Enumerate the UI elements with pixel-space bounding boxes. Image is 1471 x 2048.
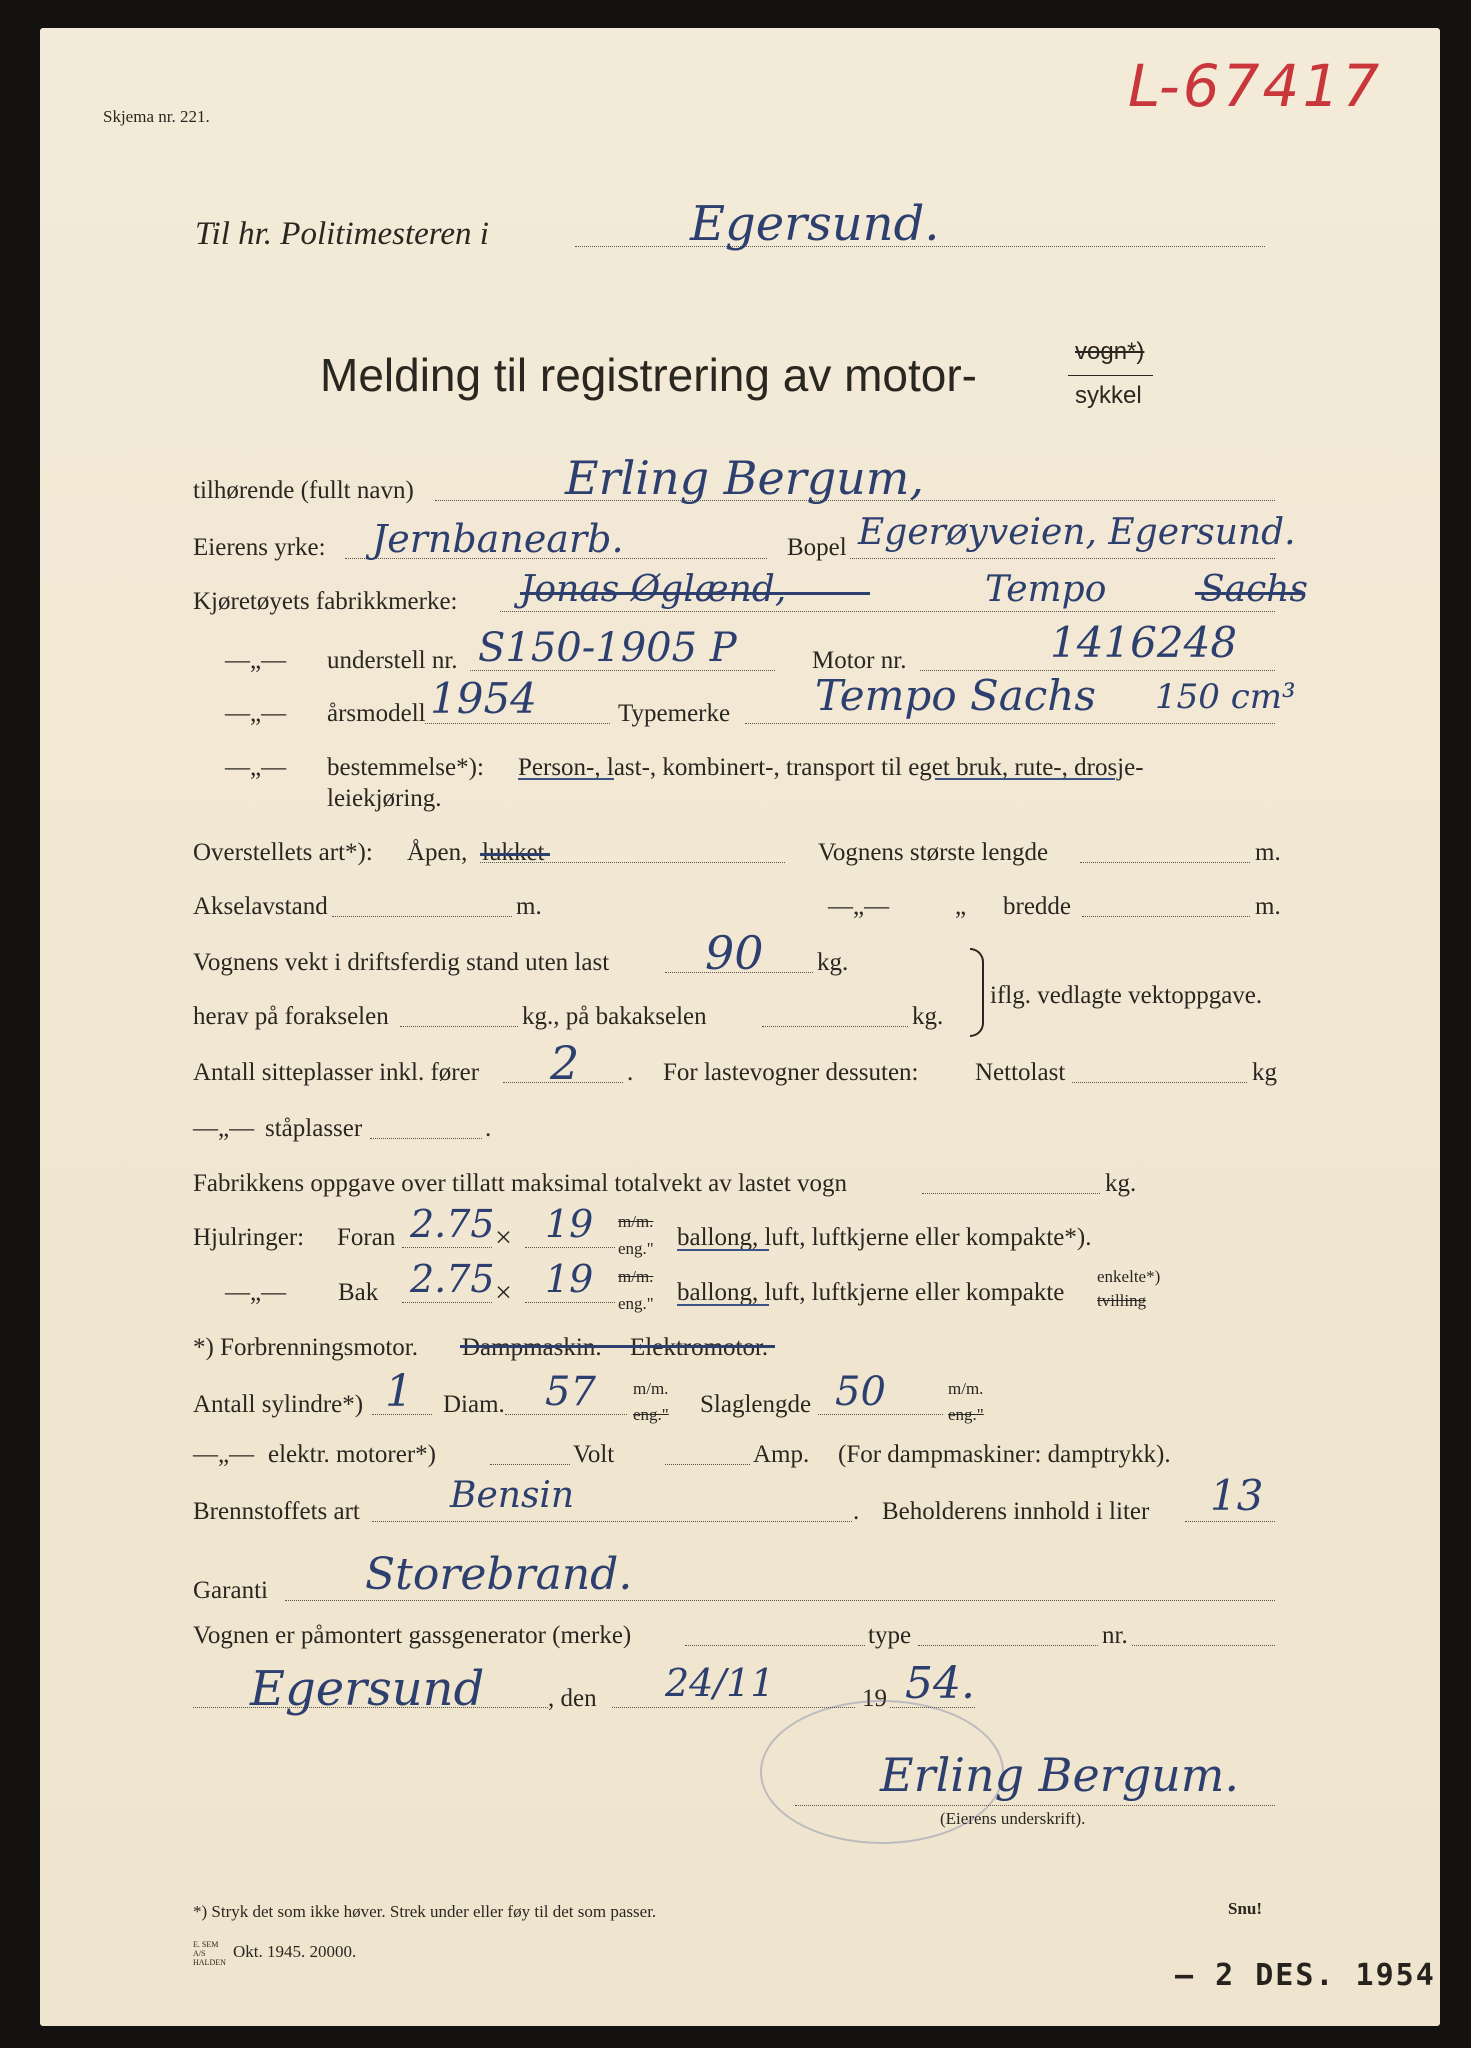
tires-label: Hjulringer: [193, 1224, 305, 1251]
engine-type-combustion: *) Forbrenningsmotor. [193, 1334, 418, 1361]
engine-type-steam: Dampmaskin. [462, 1334, 602, 1361]
tires-rear-pos: Bak [338, 1279, 379, 1306]
gas-generator-type: type [868, 1622, 912, 1649]
gas-generator-nr: nr. [1102, 1622, 1128, 1649]
printer-mark: E. SEM A/S HALDEN [193, 1940, 226, 1967]
rear-axle-unit: kg. [912, 1003, 944, 1030]
standing-line [370, 1138, 482, 1139]
truck-label: For lastevogner dessuten: [663, 1059, 919, 1086]
tires-front-pos: Foran [337, 1224, 396, 1251]
date-value: 24/11 [665, 1661, 775, 1705]
insurance-label: Garanti [193, 1577, 268, 1604]
electric-label: elektr. motorer*) [268, 1441, 436, 1468]
ditto-purpose: —„— [225, 754, 287, 781]
stroke-value: 50 [835, 1369, 886, 1415]
tires-front-unit-mm: m/m. [618, 1212, 654, 1231]
seats-label: Antall sitteplasser inkl. fører [193, 1059, 480, 1086]
tires-front-width: 2.75 [410, 1202, 495, 1246]
tires-rear-unit-mm: m/m. [618, 1267, 654, 1286]
rear-axle-line [762, 1026, 908, 1027]
tires-front-balloon-underline [677, 1249, 769, 1251]
addressee-label: Til hr. Politimesteren i [195, 216, 489, 252]
make-strike-2 [1195, 592, 1305, 595]
type-label: Typemerke [618, 700, 731, 727]
footnote: *) Stryk det som ikke høver. Strek under eller føy til det som passer. [193, 1902, 657, 1921]
schema-number: Skjema nr. 221. [103, 107, 210, 126]
electric-amp: Amp. [753, 1441, 810, 1468]
net-load-label: Nettolast [975, 1059, 1066, 1086]
width-ditto-quote: „ [955, 893, 967, 920]
stroke-unit-mm: m/m. [948, 1379, 984, 1398]
title-option-vogn: vogn*) [1075, 338, 1145, 365]
max-weight-label: Fabrikkens oppgave over tillatt maksimal totalvekt av lastet vogn [193, 1170, 848, 1197]
diam-unit-eng: eng." [633, 1405, 669, 1424]
engine-type-electric: Elektromotor. [630, 1334, 769, 1361]
max-weight-unit: kg. [1105, 1170, 1137, 1197]
gas-generator-type-line [918, 1645, 1098, 1646]
body-line [480, 862, 785, 863]
received-date-stamp: – 2 DES. 1954 [1175, 1958, 1436, 1993]
weight-unit: kg. [817, 949, 849, 976]
front-axle-line [400, 1026, 518, 1027]
form-title: Melding til registrering av motor- [320, 349, 978, 401]
wheelbase-unit: m. [516, 893, 542, 920]
rear-axle-label: kg., på bakakselen [522, 1003, 707, 1030]
tires-rear-size-line [525, 1302, 615, 1303]
wheelbase-line [332, 916, 512, 917]
tank-label: Beholderens innhold i liter [882, 1498, 1150, 1525]
tires-front-unit-eng: eng." [618, 1239, 654, 1258]
net-load-line [1072, 1082, 1247, 1083]
tires-rear-balloon-underline [677, 1304, 769, 1306]
diam-label: Diam. [443, 1391, 505, 1418]
tires-rear-size: 19 [545, 1257, 594, 1301]
tires-front-size: 19 [545, 1202, 594, 1246]
cylinders-value: 1 [385, 1366, 413, 1417]
purpose-underline-own-use [935, 778, 1115, 780]
standing-label: ståplasser [265, 1115, 363, 1142]
body-label: Overstellets art*): [193, 839, 373, 866]
body-closed: lukket [482, 839, 545, 866]
weight-label: Vognens vekt i driftsferdig stand uten last [193, 949, 610, 976]
place-value: Egersund [250, 1661, 485, 1717]
tires-rear-x: × [495, 1276, 512, 1309]
reference-number: L-67417 [1128, 52, 1383, 120]
ditto-width: —„— [828, 893, 890, 920]
gas-generator-label: Vognen er påmontert gassgenerator (merke) [193, 1622, 632, 1649]
max-weight-line [922, 1193, 1100, 1194]
print-info: Okt. 1945. 20000. [233, 1942, 357, 1961]
engine-type-strike [460, 1345, 775, 1348]
stroke-label: Slaglengde [700, 1391, 812, 1418]
wheelbase-label: Akselavstand [193, 893, 328, 920]
gas-generator-make-line [685, 1645, 865, 1646]
occupation-value: Jernbanearb. [372, 517, 624, 561]
tires-rear-single: enkelte*) [1097, 1267, 1161, 1286]
make-struck-value-2: Sachs [1200, 569, 1308, 610]
tires-front-x: × [495, 1221, 512, 1254]
weight-note: iflg. vedlagte vektoppgave. [990, 982, 1263, 1009]
body-closed-strike [480, 853, 550, 856]
seats-dot: . [627, 1059, 634, 1086]
ditto-standing: —„— [193, 1115, 255, 1142]
title-option-sykkel: sykkel [1075, 382, 1142, 409]
tires-front-desc: ballong, luft, luftkjerne eller kompakte*). [677, 1224, 1092, 1251]
motor-no-value: 1416248 [1050, 618, 1238, 667]
front-axle-label: herav på forakselen [193, 1003, 389, 1030]
chassis-label: understell nr. [327, 647, 458, 674]
tires-rear-desc: ballong, luft, luftkjerne eller kompakte [677, 1279, 1065, 1306]
width-label: bredde [1003, 893, 1072, 920]
tank-line [1185, 1521, 1275, 1522]
tires-rear-width-line [402, 1302, 492, 1303]
electric-volt-line [665, 1464, 750, 1465]
tires-rear-unit-eng: eng." [618, 1294, 654, 1313]
purpose-underline-person [518, 778, 614, 780]
body-open: Åpen, [407, 839, 468, 866]
make-label: Kjøretøyets fabrikkmerke: [193, 588, 458, 615]
type-ccm: 150 cm³ [1155, 677, 1296, 717]
owner-signature: Erling Bergum. [880, 1748, 1240, 1802]
length-label: Vognens største lengde [818, 839, 1049, 866]
date-line [612, 1707, 855, 1708]
fuel-dot: . [853, 1498, 860, 1525]
gas-generator-nr-line [1132, 1645, 1275, 1646]
cylinders-label: Antall sylindre*) [193, 1391, 364, 1418]
make-struck-value: Jonas Øglænd, [520, 569, 787, 610]
make-value: Tempo [985, 569, 1107, 610]
snu-label: Snu! [1228, 1899, 1263, 1918]
width-line [1082, 916, 1250, 917]
standing-dot: . [485, 1115, 492, 1142]
net-load-unit: kg [1252, 1059, 1277, 1086]
model-year-value: 1954 [430, 674, 537, 723]
addressee-value: Egersund. [690, 196, 940, 252]
signature-line [795, 1805, 1275, 1806]
length-unit: m. [1255, 839, 1281, 866]
motor-no-label: Motor nr. [812, 647, 907, 674]
model-year-line [425, 723, 610, 724]
electric-volt: Volt [573, 1441, 615, 1468]
owner-value: Erling Bergum, [565, 451, 925, 505]
residence-label: Bopel [787, 534, 847, 561]
purpose-label: bestemmelse*): [327, 754, 484, 781]
occupation-label: Eierens yrke: [193, 534, 326, 561]
tires-rear-width: 2.75 [410, 1257, 495, 1301]
diam-unit-mm: m/m. [633, 1379, 669, 1398]
type-value: Tempo Sachs [815, 671, 1096, 720]
insurance-value: Storebrand. [365, 1549, 633, 1600]
year-prefix: 19 [862, 1685, 887, 1712]
make-strike [520, 592, 870, 595]
fuel-label: Brennstoffets art [193, 1498, 360, 1525]
length-line [1080, 862, 1250, 863]
owner-label: tilhørende (fullt navn) [193, 477, 414, 504]
tires-front-width-line [402, 1247, 492, 1248]
model-year-label: årsmodell [327, 700, 426, 727]
tires-front-size-line [525, 1247, 615, 1248]
signature-label: (Eierens underskrift). [940, 1809, 1086, 1828]
width-unit: m. [1255, 893, 1281, 920]
weight-brace [970, 948, 984, 1037]
purpose-options: Person-, last-, kombinert-, transport til eget bruk, rute-, drosje- [518, 754, 1144, 781]
fuel-line [372, 1521, 852, 1522]
electric-steam-note: (For dampmaskiner: damptrykk). [838, 1441, 1171, 1468]
diam-value: 57 [545, 1369, 596, 1415]
residence-value: Egerøyveien, Egersund. [858, 512, 1296, 553]
tires-rear-twin: tvilling [1097, 1291, 1147, 1310]
tank-value: 13 [1210, 1471, 1264, 1520]
title-divider [1068, 375, 1153, 376]
fuel-value: Bensin [450, 1475, 575, 1516]
residence-line [850, 558, 1275, 559]
ditto-chassis: —„— [225, 647, 287, 674]
seats-value: 2 [550, 1036, 580, 1090]
make-line [500, 611, 1275, 612]
type-line [745, 723, 1275, 724]
insurance-line [285, 1600, 1275, 1601]
electric-count-line [490, 1464, 570, 1465]
year-value: 54. [905, 1658, 975, 1709]
weight-value: 90 [705, 926, 764, 980]
chassis-value: S150-1905 P [478, 625, 737, 671]
stroke-unit-eng: eng." [948, 1405, 984, 1424]
purpose-options-2: leiekjøring. [327, 785, 442, 812]
ditto-tires-rear: —„— [225, 1279, 287, 1306]
ditto-model: —„— [225, 700, 287, 727]
ditto-electric: —„— [193, 1441, 255, 1468]
date-den: , den [548, 1685, 597, 1712]
